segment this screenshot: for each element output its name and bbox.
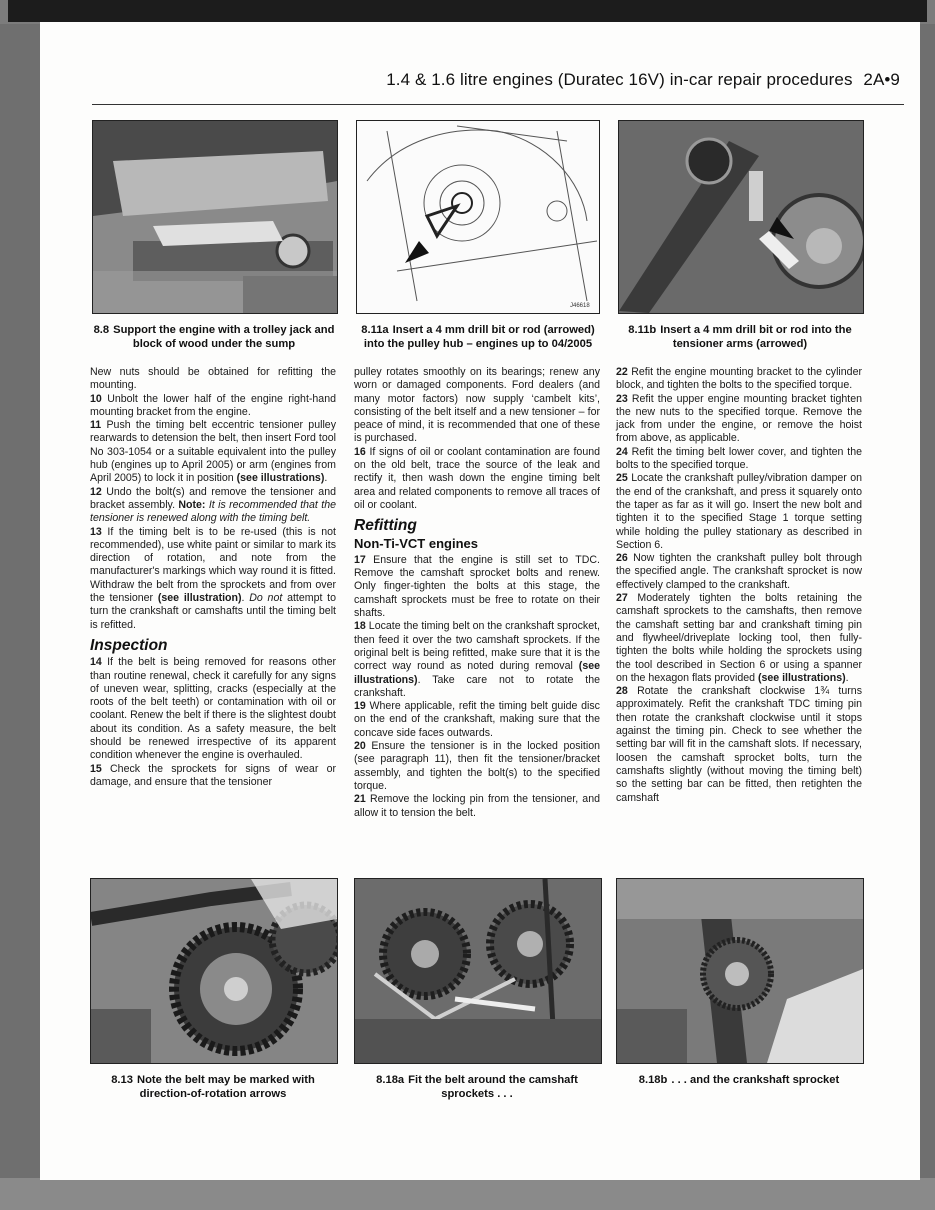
note-label: Note:: [178, 498, 206, 511]
paragraph: [90, 763, 336, 790]
paragraph: [354, 446, 600, 512]
para-text: Locate the crankshaft pulley/vibration damper on the end of the crankshaft, and press it squarely onto the taper as far as it will go. Insert the new bolt and tighten it to the specified Stage 1 torque setting while holding the pulley stationary as described in Section 6.: [616, 472, 862, 551]
paragraph: [616, 472, 862, 552]
paragraph: [354, 554, 600, 620]
figure-ref: J46618: [570, 303, 590, 309]
paragraph: [90, 366, 336, 393]
para-text: Where applicable, refit the timing belt guide disc on the end of the crankshaft, making sure that the concave side faces outwards.: [354, 700, 600, 739]
paragraph: [90, 656, 336, 762]
caption-text: Support the engine with a trolley jack and block of wood under the sump: [113, 324, 335, 350]
para-text: Refit the upper engine mounting bracket tighten the new nuts to the specified torque. Remove the jack from under the engine, or remove the hoist from above, as applicable.: [616, 392, 862, 445]
para-number: 18: [354, 620, 366, 633]
para-text: Rotate the crankshaft clockwise 1¾ turns approximately. Refit the crankshaft TDC timing pin then rotate the crankshaft clockwise until it stops against the timing pin. Check to see whether the setting bar will fit in the camshaft slots. If necessary, loosen the camshaft sprocket bolts, turn the camshafts slightly (without moving the timing belt) so the setting bar can be fitted, then retighten the camshaft: [616, 685, 862, 804]
text-column-3: [616, 366, 862, 805]
para-text: Check the sprockets for signs of wear or damage, and ensure that the tensioner: [90, 762, 336, 788]
caption-text: Insert a 4 mm drill bit or rod into the tensioner arms (arrowed): [660, 324, 852, 350]
illustration-ref: (see illustration): [157, 592, 242, 605]
section-heading-inspection: Inspection: [90, 636, 168, 654]
para-text: attempt to turn the crankshaft or camshafts until the timing belt is refitted.: [90, 592, 337, 631]
photo-8-18b: [616, 878, 864, 1064]
para-text: Moderately tighten the bolts retaining the camshaft sprockets to the camshafts, then remove the camshaft setting bar and crankshaft timing pin and flywheel/driveplate locking tool, then fully-tighten the bolts while holding the sprockets using the tool described in Section 6 or using a spanner on the hexagon flats provided: [616, 592, 862, 684]
para-number: 22: [616, 366, 628, 378]
para-number: 28: [616, 685, 628, 698]
para-text: Ensure that the engine is still set to TDC. Remove the camshaft sprocket bolts and renew. Only finger-tighten the bolts at this stage, the camshaft sprockets must be free to rotate on their shafts.: [354, 553, 601, 620]
caption-number: 8.11b: [628, 324, 657, 336]
paragraph: [616, 592, 862, 685]
caption-8-8: [92, 324, 336, 351]
text-column-1: [90, 366, 336, 789]
caption-8-11a: [356, 324, 600, 351]
para-number: 17: [354, 553, 366, 566]
paragraph: [616, 685, 862, 805]
para-text: Locate the timing belt on the crankshaft sprocket, then feed it over the two camshaft sprockets. If the original belt is being refitted, make sure that it is the correct way round as noted during removal: [354, 620, 600, 673]
paragraph: [616, 366, 862, 393]
para-text: New nuts should be obtained for refitting the mounting.: [90, 366, 336, 392]
page-header: [370, 70, 900, 90]
para-text: Ensure the tensioner is in the locked position (see paragraph 11), then fit the tensioner/bracket assembly, and tighten the bolt(s) to the specified torque.: [354, 740, 600, 792]
para-number: 13: [90, 525, 102, 538]
photo-8-11b: [618, 120, 864, 314]
para-text: Refit the engine mounting bracket to the cylinder block, and tighten the bolts to the specified torque.: [616, 366, 862, 392]
paragraph: [354, 740, 600, 793]
para-text: .: [324, 472, 328, 485]
manual-page: [40, 22, 920, 1180]
paragraph: [354, 620, 600, 700]
para-text: Now tighten the crankshaft pulley bolt through the specified angle. The crankshaft sprocket is now effectively clamped to the crankshaft.: [616, 552, 862, 591]
diagram-8-11a: [356, 120, 600, 314]
scan-shadow-top: [8, 0, 927, 22]
para-number: 21: [354, 793, 366, 806]
paragraph: [90, 486, 336, 526]
para-text: If the belt is being removed for reasons other than routine renewal, check it carefully for any signs of uneven wear, splitting, cracks (especially at the roots of the belt teeth) or contamination with oil or coolant. Renew the belt if there is the slightest doubt about its condition. As a safety measure, the belt should be renewed irrespective of its apparent condition whenever the engine is overhauled.: [90, 656, 336, 762]
para-number: 26: [616, 552, 628, 565]
para-number: 16: [354, 445, 366, 458]
page-number: 2A•9: [863, 70, 900, 89]
para-number: 14: [90, 656, 102, 669]
photo-8-8: [92, 120, 338, 314]
caption-text: Note the belt may be marked with direction-of-rotation arrows: [136, 1074, 315, 1100]
header-title: 1.4 & 1.6 litre engines (Duratec 16V) in-car repair procedures: [386, 70, 853, 89]
para-number: 12: [90, 485, 102, 498]
para-number: 19: [354, 700, 366, 713]
paragraph: [354, 700, 600, 740]
text-column-2: [354, 366, 600, 820]
caption-8-13: [90, 1074, 336, 1101]
caption-8-18b: [616, 1074, 862, 1088]
para-text: Unbolt the lower half of the engine right-hand mounting bracket from the engine.: [90, 392, 336, 418]
paragraph: [354, 793, 600, 820]
para-number: 15: [90, 762, 102, 775]
note-text: It is recommended that the tensioner is renewed along with the timing belt.: [90, 498, 336, 525]
paragraph: [90, 393, 336, 420]
photo-8-18a: [354, 878, 602, 1064]
illustration-ref: (see illustrations): [757, 671, 846, 684]
para-number: 27: [616, 592, 628, 605]
caption-number: 8.18a: [376, 1074, 405, 1086]
paragraph: [354, 366, 600, 446]
caption-number: 8.18b: [638, 1074, 668, 1086]
caption-text: Insert a 4 mm drill bit or rod (arrowed) into the pulley hub – engines up to 04/2005: [363, 324, 595, 350]
section-heading-refitting: Refitting: [354, 517, 417, 535]
paragraph: [90, 526, 336, 632]
para-text: If the timing belt is to be re-used (this is not recommended), use white paint or similar to mark its direction of rotation, and note from the manufacturer's markings which way round it is fitted. Withdraw the belt from the sprockets and from over the tensioner: [90, 525, 336, 605]
paragraph: [616, 552, 862, 592]
paragraph: [616, 446, 862, 473]
para-number: 11: [90, 419, 102, 432]
caption-number: 8.13: [111, 1074, 133, 1086]
para-text: If signs of oil or coolant contamination are found on the old belt, trace the source of the leak and rectify it, then wash down the engine timing belt area and related components to remove all traces of oil or coolant.: [354, 445, 600, 511]
para-text: Push the timing belt eccentric tensioner pulley rearwards to detension the belt, then insert Ford tool No 303-1054 or a suitable equivalent into the pulley hub (engines up to April 2005) or arm (engines from April 2005) to lock it in position: [90, 419, 336, 485]
para-text: .: [845, 671, 849, 684]
para-text: .: [241, 592, 245, 605]
caption-number: 8.11a: [361, 324, 389, 336]
para-number: 10: [90, 392, 102, 405]
para-text: . Take care not to rotate the crankshaft.: [354, 673, 600, 699]
para-number: 20: [354, 740, 366, 753]
caption-text: . . . and the crankshaft sprocket: [671, 1074, 840, 1086]
photo-8-13: [90, 878, 338, 1064]
para-number: 24: [616, 445, 628, 458]
para-text: Undo the bolt(s) and remove the tensioner and bracket assembly.: [90, 485, 336, 511]
paragraph: [616, 393, 862, 446]
para-text: Remove the locking pin from the tensioner, and allow it to tension the belt.: [354, 793, 600, 819]
caption-number: 8.8: [93, 324, 110, 336]
subheading-non-ti-vct: Non-Ti-VCT engines: [354, 535, 478, 551]
emphasis: Do not: [249, 592, 283, 605]
para-number: 25: [616, 472, 628, 485]
para-text: Refit the timing belt lower cover, and tighten the bolts to the specified torque.: [616, 445, 862, 472]
scan-border-bottom: [0, 1178, 935, 1210]
illustration-ref: (see illustrations): [236, 472, 325, 485]
para-text: pulley rotates smoothly on its bearings; renew any worn or damaged components. Ford dealers (and many motor factors) now supply ‘cambelt kits’, consisting of the belt itself and a new tensioner – for peace of mind, it is recommended that one of these is purchased.: [354, 366, 600, 445]
para-number: 23: [616, 392, 628, 405]
caption-text: Fit the belt around the camshaft sprockets . . .: [408, 1074, 578, 1100]
paragraph: [90, 419, 336, 485]
caption-8-18a: [354, 1074, 600, 1101]
header-rule: [92, 104, 904, 105]
caption-8-11b: [618, 324, 862, 351]
illustration-ref: (see illustrations): [354, 660, 600, 686]
